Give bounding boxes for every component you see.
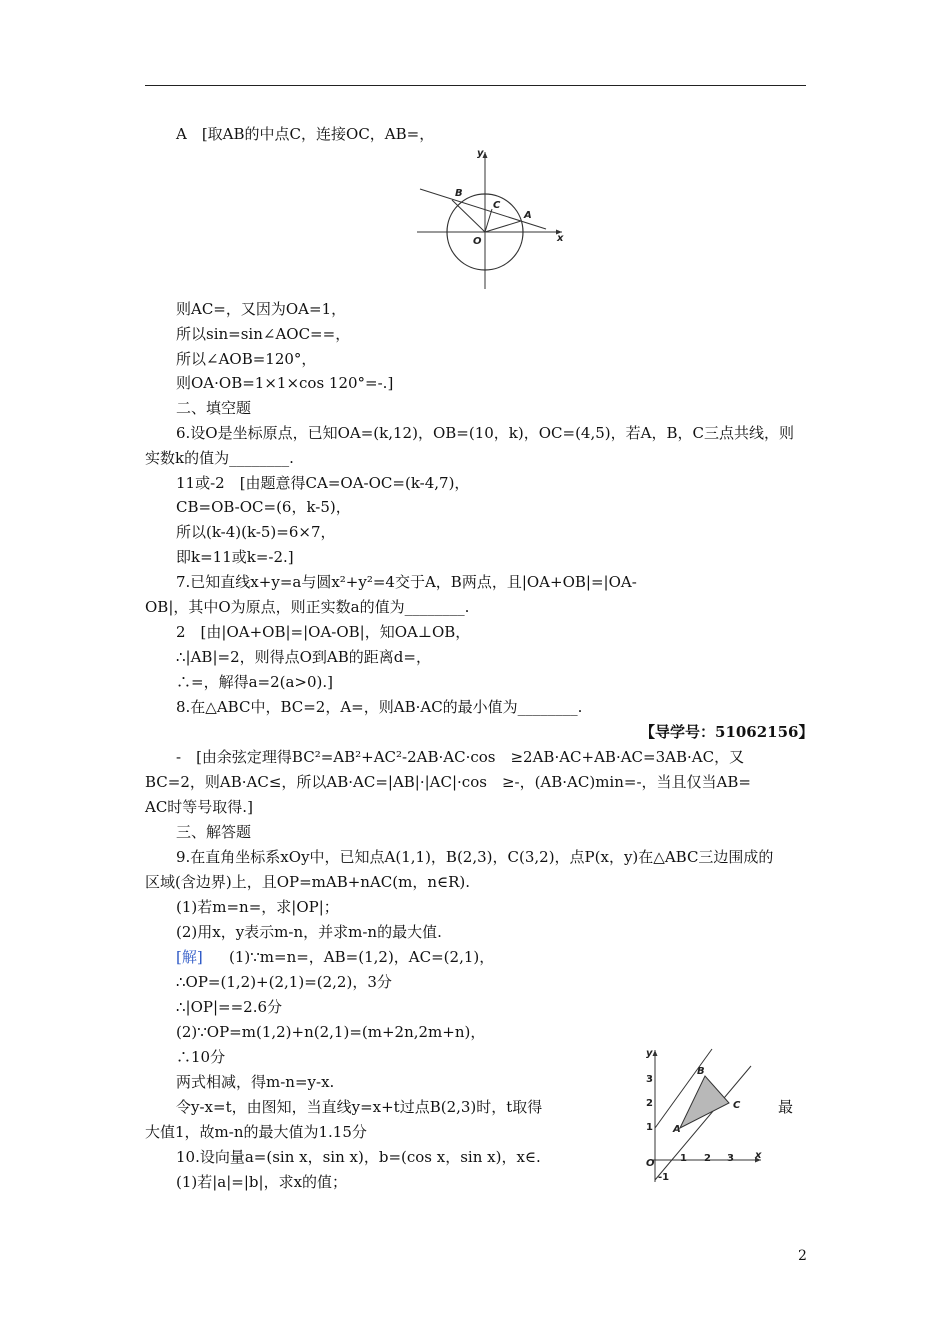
- fig2-tick-y2: 2: [646, 1098, 653, 1109]
- answer-5-line-4: 所以∠AOB=120°，: [176, 350, 317, 368]
- unit-circle-figure: [412, 146, 572, 291]
- guide-number: 【导学号：51062156】: [640, 723, 814, 741]
- fig2-tick-y1: 1: [646, 1122, 653, 1133]
- fig2-label-a: A: [673, 1124, 681, 1135]
- question-7-line-1: 7.已知直线x+y=a与圆x²+y²=4交于A，B两点，且|OA+OB|=|OA-: [176, 573, 637, 591]
- answer-5-line-5: 则OA·OB=1×1×cos 120°=-.]: [176, 374, 394, 392]
- fig2-label-o: O: [646, 1158, 655, 1169]
- answer-8-line-2: BC=2，则AB·AC≤，所以AB·AC=|AB|·|AC|·cos ≥-，(AB·AC)min=-，当且仅当AB=: [145, 773, 751, 791]
- fig2-label-y: y: [646, 1048, 653, 1059]
- fig2-label-x: x: [755, 1150, 762, 1161]
- solution-9-line-3: ∴|OP|==2.6分: [176, 998, 283, 1016]
- fig1-label-o: O: [473, 236, 482, 247]
- fig2-label-c: C: [733, 1100, 741, 1111]
- question-7-line-2: OB|，其中O为原点，则正实数a的值为________.: [145, 598, 470, 616]
- fig2-tick-x3: 3: [727, 1153, 734, 1164]
- answer-5-line-2: 则AC=，又因为OA=1，: [176, 300, 347, 318]
- question-8-line-1: 8.在△ABC中，BC=2，A=，则AB·AC的最小值为________.: [176, 698, 583, 716]
- question-9-line-1: 9.在直角坐标系xOy中，已知点A(1,1)，B(2,3)，C(3,2)，点P(x，y)在△ABC三边围成的: [176, 848, 774, 866]
- answer-7-line-3: ∴=，解得a=2(a>0).]: [176, 673, 334, 691]
- fig1-label-y: y: [477, 148, 484, 159]
- answer-7-line-2: ∴|AB|=2，则得点O到AB的距离d=，: [176, 648, 431, 666]
- answer-6-line-2: CB=OB-OC=(6，k-5)，: [176, 498, 351, 516]
- solution-9-line-1: (1)∵m=n=，AB=(1,2)，AC=(2,1)，: [229, 948, 495, 966]
- fig1-label-c: C: [493, 200, 501, 211]
- answer-5-line-3: 所以sin=sin∠AOC==，: [176, 325, 351, 343]
- fig2-tick-y3: 3: [646, 1074, 653, 1085]
- solution-9-line-5: ∴10分: [176, 1048, 226, 1066]
- solution-9-line-6: 两式相减，得m-n=y-x.: [176, 1073, 335, 1091]
- page-number: 2: [798, 1248, 807, 1264]
- question-6-line-1: 6.设O是坐标原点，已知OA=(k,12)，OB=(10，k)，OC=(4,5)，若A，B，C三点共线，则: [176, 424, 794, 442]
- section-solve: 三、解答题: [176, 823, 252, 841]
- fig1-label-b: B: [455, 188, 463, 199]
- fig2-tick-x1: 1: [680, 1153, 687, 1164]
- fig1-label-x: x: [557, 233, 564, 244]
- question-6-line-2: 实数k的值为________.: [145, 449, 294, 467]
- answer-8-line-1: - [由余弦定理得BC²=AB²+AC²-2AB·AC·cos ≥2AB·AC+AB·AC=3AB·AC，又: [176, 748, 745, 766]
- solution-label: [解]: [176, 948, 203, 966]
- answer-5-line-1: A [取AB的中点C，连接OC，AB=，: [176, 125, 435, 143]
- answer-6-line-4: 即k=11或k=-2.]: [176, 548, 294, 566]
- solution-9-line-7-end: 最: [778, 1098, 794, 1116]
- question-10-part-1: (1)若|a|=|b|，求x的值；: [176, 1173, 348, 1191]
- answer-6-line-3: 所以(k-4)(k-5)=6×7，: [176, 523, 336, 541]
- header-rule: [145, 85, 806, 86]
- fig2-label-b: B: [697, 1066, 705, 1077]
- solution-9-line-4: (2)∵OP=m(1,2)+n(2,1)=(m+2n,2m+n)，: [176, 1023, 486, 1041]
- fig2-tick-x2: 2: [704, 1153, 711, 1164]
- question-10-line-1: 10.设向量a=(sin x，sin x)，b=(cos x，sin x)，x∈.: [176, 1148, 541, 1166]
- question-9-part-1: (1)若m=n=，求|OP|；: [176, 898, 339, 916]
- section-fill-blank: 二、填空题: [176, 399, 252, 417]
- feasible-region-figure: [637, 1046, 767, 1184]
- answer-8-line-3: AC时等号取得.]: [145, 798, 253, 816]
- answer-7-line-1: 2 [由|OA+OB|=|OA-OB|，知OA⊥OB，: [176, 623, 471, 641]
- solution-9-line-7: 令y-x=t，由图知，当直线y=x+t过点B(2,3)时，t取得: [176, 1098, 543, 1116]
- solution-9-line-8: 大值1，故m-n的最大值为1.15分: [145, 1123, 367, 1141]
- fig2-tick-ym1: -1: [658, 1172, 670, 1183]
- question-9-line-2: 区域(含边界)上，且OP=mAB+nAC(m，n∈R).: [145, 873, 471, 891]
- fig1-label-a: A: [524, 210, 532, 221]
- answer-6-line-1: 11或-2 [由题意得CA=OA-OC=(k-4,7)，: [176, 474, 470, 492]
- question-9-part-2: (2)用x，y表示m-n，并求m-n的最大值.: [176, 923, 442, 941]
- solution-9-line-2: ∴OP=(1,2)+(2,1)=(2,2)，3分: [176, 973, 392, 991]
